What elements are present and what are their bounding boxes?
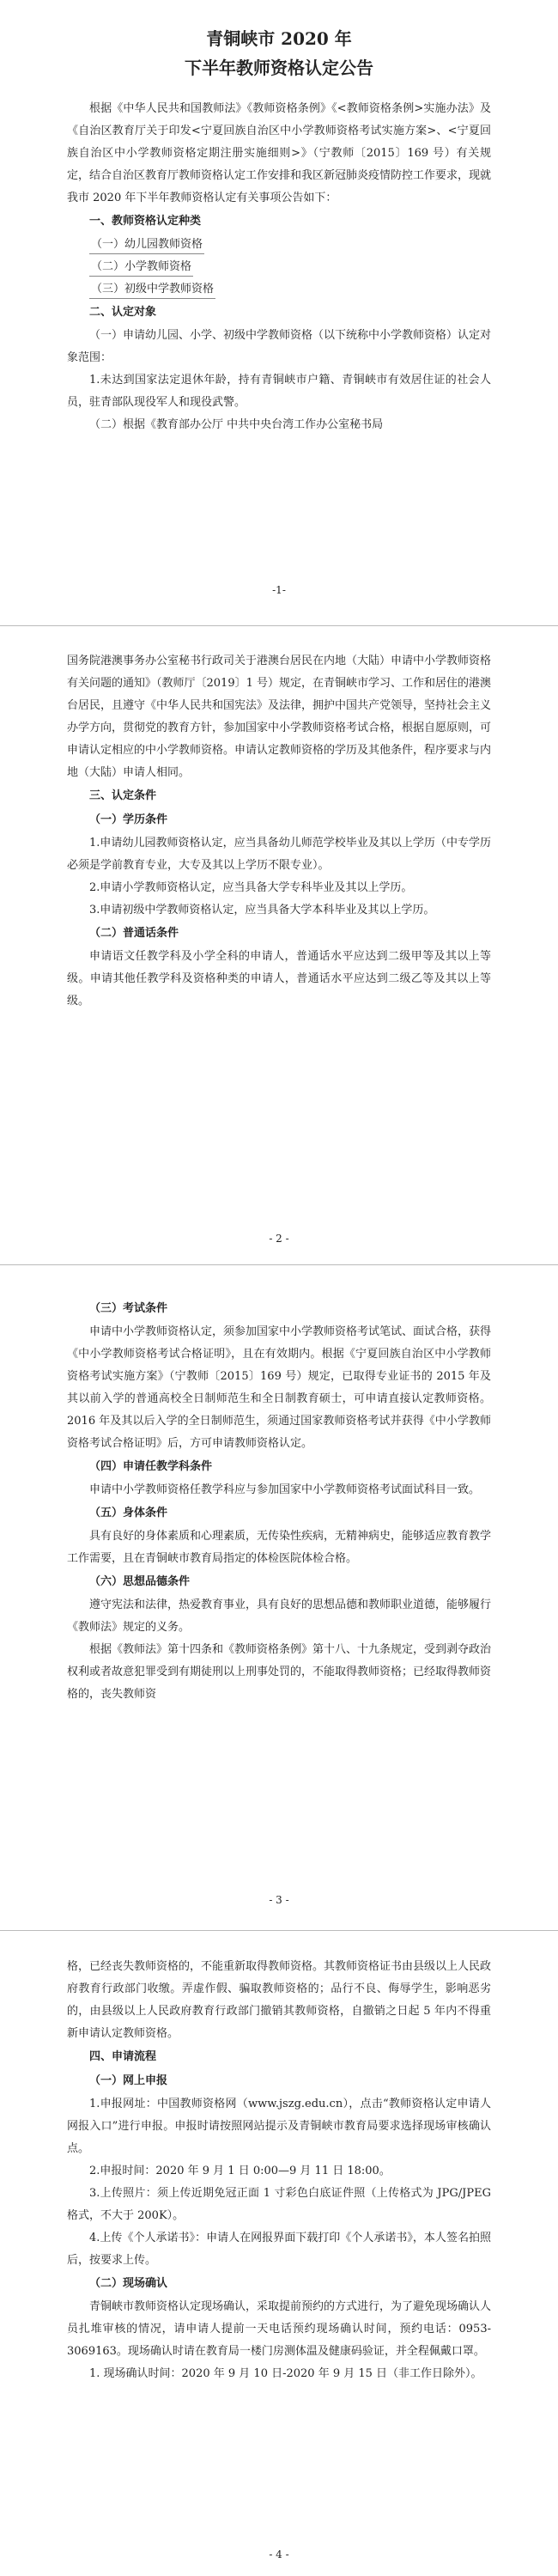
page-number-2: - 2 -	[269, 1233, 289, 1245]
subheading-mandarin: （二）普通话条件	[89, 927, 179, 940]
online-item-2: 2.申报时间：2020 年 9 月 1 日 0:00—9 月 11 日 18:00。	[89, 2165, 391, 2177]
page-number-3: - 3 -	[269, 1894, 289, 1906]
subheading-subject: （四）申请任教学科条件	[89, 1460, 213, 1473]
health-paragraph: 具有良好的身体素质和心理素质，无传染性疾病，无精神病史，能够适应教育教学工作需要，且在青铜峡市教育局指定的体检医院体检合格。	[67, 1530, 492, 1565]
document-page-2	[0, 631, 558, 1258]
target-item-1: 1.未达到国家法定退休年龄，持有青铜峡市户籍、青铜峡市有效居住证的社会人员，驻青部队现役军人和现役武警。	[67, 374, 491, 409]
document-page-3	[0, 1271, 558, 1924]
subheading-morality: （六）思想品德条件	[89, 1575, 191, 1588]
mandarin-paragraph: 申请语文任教学科及小学全科的申请人，普通话水平应达到二级甲等及其以上等级。申请其他任教学科及资格种类的申请人，普通话水平应达到二级乙等及其以上等级。	[67, 950, 491, 1008]
cert-type-junior-high: （三）初级中学教师资格	[67, 278, 491, 301]
page-number-1: -1-	[272, 584, 286, 596]
revocation-paragraph: 格，已经丧失教师资格的，不能重新取得教师资格。其教师资格证书由县级以上人民政府教育行政部门收缴。弄虚作假、骗取教师资格的；品行不良、侮辱学生，影响恶劣的，由县级以上人民政府教育行政部门撤销其教师资格，自撤销之日起 5 年内不得重新申请认定教师资格。	[67, 1960, 492, 2040]
page-separator	[0, 1930, 558, 1931]
page-number-4: - 4 -	[269, 2549, 289, 2561]
subheading-education: （一）学历条件	[89, 813, 168, 826]
online-item-4: 4.上传《个人承诺书》：申请人在网报界面下载打印《个人承诺书》，本人签名拍照后，按要求上传。	[67, 2232, 491, 2267]
subheading-onsite: （二）现场确认	[89, 2277, 168, 2290]
onsite-item-1: 1. 现场确认时间：2020 年 9 月 10 日-2020 年 9 月 15 日（非工作日除外）。	[89, 2367, 482, 2380]
title-line-1: 青铜峡市 2020 年	[206, 28, 352, 49]
title-line-2: 下半年教师资格认定公告	[185, 58, 373, 78]
page-separator	[0, 1264, 558, 1265]
document-page-4	[0, 1937, 558, 2576]
online-item-1: 1.申报网址：中国教师资格网（www.jszg.edu.cn），点击“教师资格认定申请人网报入口”进行申报。申报时请按照网站提示及青铜峡市教育局要求选择现场审核确认点。	[67, 2098, 491, 2155]
subject-paragraph: 申请中小学教师资格任教学科应与参加国家中小学教师资格考试面试科目一致。	[89, 1483, 481, 1496]
onsite-paragraph: 青铜峡市教师资格认定现场确认，采取提前预约的方式进行，为了避免现场确认人员扎堆审核的情况，请申请人提前一天电话预约现场确认时间，预约电话：0953-3069163。现场确认时请在教育局一楼门房测体温及健康码验证，并全程佩戴口罩。	[67, 2300, 492, 2358]
education-item-1: 1.申请幼儿园教师资格认定，应当具备幼儿师范学校毕业及其以上学历（中专学历必须是学前教育专业，大专及其以上学历不限专业）。	[67, 837, 491, 872]
section-heading-4: 四、申请流程	[89, 2050, 157, 2063]
target-item-2-start: （二）根据《教育部办公厅 中共中央台湾工作办公室秘书局	[89, 418, 384, 431]
document-page-1	[0, 0, 558, 618]
page-separator	[0, 625, 558, 626]
document-title	[0, 0, 558, 82]
section-heading-1: 一、教师资格认定种类	[89, 215, 202, 228]
education-item-3: 3.申请初级中学教师资格认定，应当具备大学本科毕业及其以上学历。	[89, 904, 435, 917]
section-heading-3: 三、认定条件	[89, 789, 157, 802]
target-scope-paragraph: （一）申请幼儿园、小学、初级中学教师资格（以下统称中小学教师资格）认定对象范围：	[67, 329, 492, 364]
hk-taiwan-paragraph: 国务院港澳事务办公室秘书行政司关于港澳台居民在内地（大陆）申请中小学教师资格有关问题的通知》（教师厅〔2019〕1 号）规定，在青铜峡市学习、工作和居住的港澳台居民，且遵守《中华人民共和国宪法》及法律，拥护中国共产党领导，坚持社会主义办学方向，贯彻党的教育方针，参加国家中小学教师资格考试合格，根据自愿原则，可申请认定相应的中小学教师资格。申请认定教师资格的学历及其他条件，程序要求与内地（大陆）申请人相同。	[67, 655, 492, 779]
exam-paragraph: 申请中小学教师资格认定，须参加国家中小学教师资格考试笔试、面试合格，获得《中小学教师资格考试合格证明》，且在有效期内。根据《宁夏回族自治区中小学教师资格考试实施方案》（宁教师〔2015〕169 号）规定，已取得专业证书的 2015 年及其以前入学的普通高校全日制师范生和全日制教育硕士，可申请直接认定教师资格。2016 年及其以后入学的全日制师范生，须通过国家教师资格考试并获得《中小学教师资格考试合格证明》后，方可申请教师资格认定。	[67, 1325, 492, 1450]
morality-paragraph: 遵守宪法和法律，热爱教育事业，具有良好的思想品德和教师职业道德，能够履行《教师法》规定的义务。	[67, 1599, 492, 1634]
subheading-online: （一）网上申报	[89, 2074, 168, 2087]
intro-paragraph: 根据《中华人民共和国教师法》《教师资格条例》《<教师资格条例>实施办法》及《自治区教育厅关于印发<宁夏回族自治区中小学教师资格考试实施方案>、<宁夏回族自治区中小学教师资格定期注册实施细则>》（宁教师〔2015〕169 号）有关规定，结合自治区教育厅教师资格认定工作安排和我区新冠肺炎疫情防控工作要求，现就我市 2020 年下半年教师资格认定有关事项公告如下：	[67, 102, 492, 204]
education-item-2: 2.申请小学教师资格认定，应当具备大学专科毕业及其以上学历。	[89, 881, 413, 894]
online-item-3: 3.上传照片：须上传近期免冠正面 1 寸彩色白底证件照（上传格式为 JPG/JPEG 格式，不大于 200K）。	[67, 2187, 491, 2222]
disqualification-paragraph: 根据《教师法》第十四条和《教师资格条例》第十八、十九条规定，受到剥夺政治权利或者故意犯罪受到有期徒刑以上刑事处罚的，不能取得教师资格；已经取得教师资格的，丧失教师资	[67, 1643, 492, 1701]
section-heading-2: 二、认定对象	[89, 306, 157, 319]
cert-type-primary: （二）小学教师资格	[67, 256, 491, 278]
cert-type-kindergarten: （一）幼儿园教师资格	[67, 234, 491, 256]
subheading-exam: （三）考试条件	[89, 1302, 168, 1315]
subheading-health: （五）身体条件	[89, 1507, 168, 1519]
